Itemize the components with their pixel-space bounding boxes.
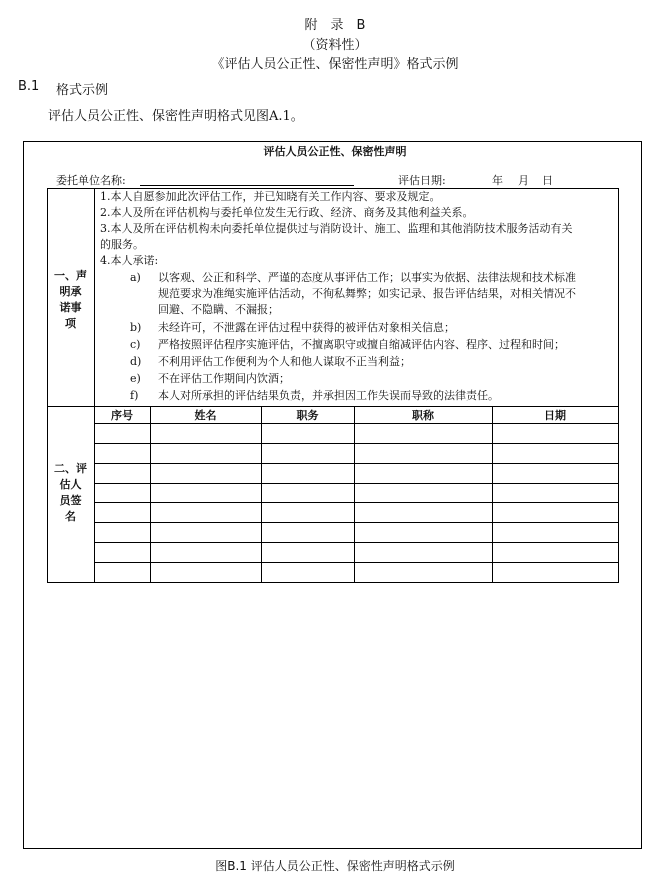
appendix-heading: 《评估人员公正性、保密性声明》格式示例 (211, 57, 459, 72)
entrust-underline (140, 185, 354, 186)
figure-caption: 图B.1 评估人员公正性、保密性声明格式示例 (215, 859, 455, 873)
form-title: 评估人员公正性、保密性声明 (263, 145, 407, 158)
commitment-f-line: 本人对所承担的评估结果负责，并承担因工作失误而导致的法律责任。 (158, 389, 499, 402)
date-label: 评估日期: (398, 174, 446, 187)
commitment-f-mark: f) (130, 389, 139, 402)
commitment-a-mark: a) (130, 271, 141, 284)
col-header-title: 职称 (412, 409, 434, 422)
commitment-a-line-2: 规范要求为准绳实施评估活动，不徇私舞弊；如实记录、报告评估结果，对相关情况不 (158, 287, 576, 300)
signature-label: 二、评 估人 员签 名 (54, 462, 87, 523)
commitment-b-mark: b) (130, 321, 142, 334)
date-day: 日 (542, 174, 553, 187)
col-header-number: 序号 (111, 409, 133, 422)
section-number: B.1 (18, 79, 40, 94)
commitment-a-line-1: 以客观、公正和科学、严谨的态度从事评估工作；以事实为依据、法律法规和技术标准 (158, 271, 576, 284)
col-header-position: 职务 (296, 409, 319, 422)
appendix-title: 附 录 B (304, 18, 366, 33)
declaration-label: 一、声 明承 诺事 项 (54, 269, 87, 330)
declaration-2: 2.本人及所在评估机构与委托单位发生无行政、经济、商务及其他利益关系。 (100, 206, 474, 219)
section-title: 格式示例 (56, 83, 109, 98)
date-month: 月 (518, 174, 529, 187)
commitment-c-line: 严格按照评估程序实施评估，不擅离职守或擅自缩减评估内容、程序、过程和时间； (158, 338, 565, 351)
commitment-c-mark: c) (130, 338, 141, 351)
entrust-label: 委托单位名称: (56, 174, 126, 187)
appendix-subtitle: （资料性） (302, 38, 368, 53)
commitment-b-line: 未经许可，不泄露在评估过程中获得的被评估对象相关信息； (158, 321, 455, 334)
commitment-d-mark: d) (130, 355, 142, 368)
declaration-3: 3.本人及所在评估机构未向委托单位提供过与消防设计、施工、监理和其他消防技术服务活动有关 (100, 222, 573, 235)
declaration-3-cont: 的服务。 (100, 238, 144, 251)
col-header-name: 姓名 (194, 409, 217, 422)
commitment-e-line: 不在评估工作期间内饮酒； (158, 372, 290, 385)
col-header-date: 日期 (544, 409, 566, 422)
commitment-d-line: 不利用评估工作便利为个人和他人谋取不正当利益； (158, 355, 411, 368)
commitment-a-line-3: 回避、不隐瞒、不漏报； (158, 303, 279, 316)
commitment-e-mark: e) (130, 372, 141, 385)
date-year: 年 (492, 174, 503, 187)
section-body: 评估人员公正性、保密性声明格式见图A.1。 (48, 109, 304, 124)
declaration-4: 4.本人承诺: (100, 254, 159, 267)
declaration-1: 1.本人自愿参加此次评估工作，并已知晓有关工作内容、要求及规定。 (100, 190, 441, 203)
